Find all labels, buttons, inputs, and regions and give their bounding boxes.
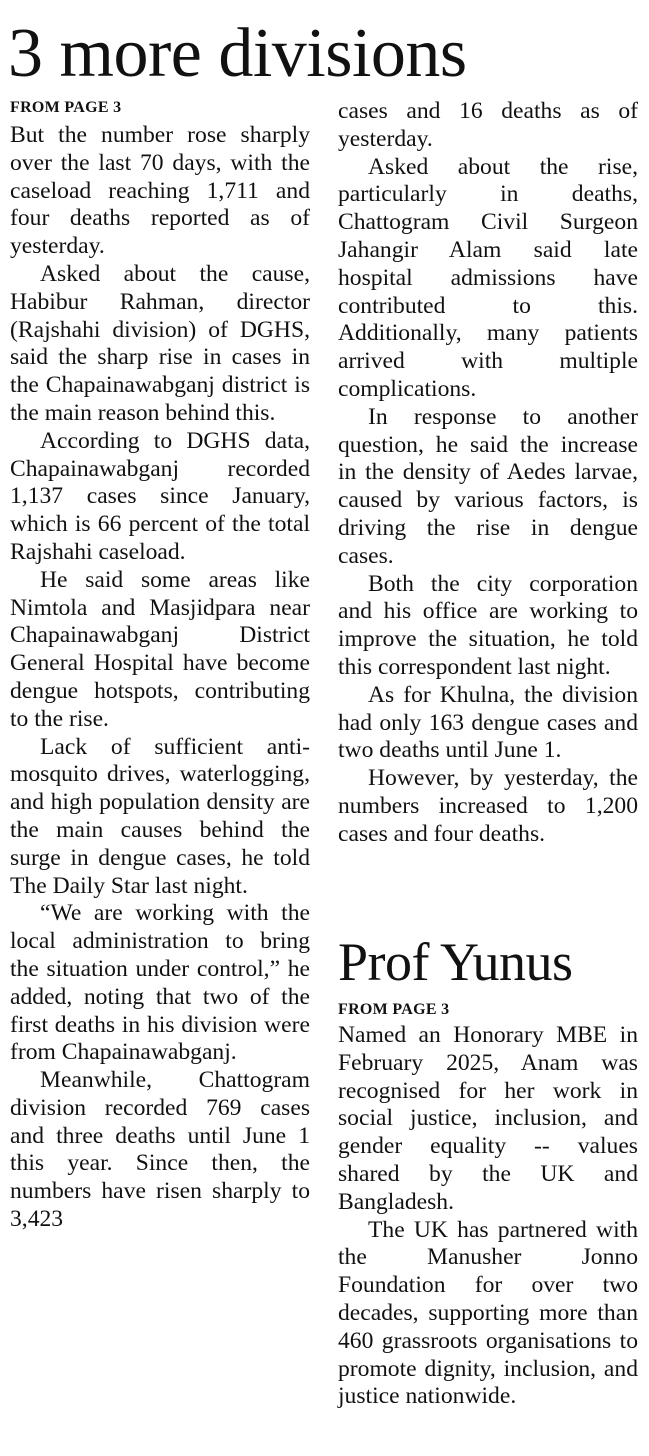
paragraph: But the number rose sharply over the last 70 days, with the caseload reaching 1,711 and four deaths reported as of yesterday. (10, 122, 310, 260)
paragraph: cases and 16 deaths as of yesterday. (338, 98, 638, 152)
paragraph: Meanwhile, Chattogram division recorded 769 cases and three deaths until June 1 this year. Since then, the numbers have risen sharply to 3,423 (10, 1067, 310, 1233)
paragraph: However, by yesterday, the numbers increased to 1,200 cases and four deaths. (338, 765, 638, 847)
paragraph: According to DGHS data, Chapainawabganj recorded 1,137 cases since January, which is 66 percent of the total Rajshahi caseload. (10, 427, 310, 565)
paragraph: The UK has partnered with the Manusher Jonno Foundation for over two decades, supporting more than 460 grassroots organisations to promote dignity, inclusion, and justice nationwide. (338, 1216, 638, 1410)
kicker-from-page-3: FROM PAGE 3 (338, 1001, 450, 1018)
story1-column-right (338, 98, 638, 849)
paragraph: Asked about the rise, particularly in deaths, Chattogram Civil Surgeon Jahangir Alam said late hospital admissions have contributed to this. Additionally, many patients arrived with multiple complications. (338, 153, 638, 402)
paragraph: In response to another question, he said the increase in the density of Aedes larvae, caused by various factors, is driving the rise in dengue cases. (338, 403, 638, 569)
story1-column-left (10, 122, 310, 1234)
headline-prof-yunus: Prof Yunus (338, 932, 573, 992)
paragraph: Both the city corporation and his office are working to improve the situation, he told this correspondent last night. (338, 570, 638, 680)
paragraph: As for Khulna, the division had only 163 dengue cases and two deaths until June 1. (338, 681, 638, 764)
paragraph: Asked about the cause, Habibur Rahman, director (Rajshahi division) of DGHS, said the sharp rise in cases in the Chapainawabganj district is the main reason behind this. (10, 260, 310, 426)
paragraph: He said some areas like Nimtola and Masjidpara near Chapainawabganj District General Hospital have become dengue hotspots, contributing to the rise. (10, 566, 310, 732)
story2-column (338, 1022, 638, 1411)
paragraph: Lack of sufficient anti-mosquito drives, waterlogging, and high population density are the main causes behind the surge in dengue cases, he told The Daily Star last night. (10, 733, 310, 899)
kicker-from-page-3: FROM PAGE 3 (10, 99, 122, 116)
paragraph: “We are working with the local administration to bring the situation under control,” he added, noting that two of the first deaths in his division were from Chapainawabganj. (10, 900, 310, 1066)
paragraph: Named an Honorary MBE in February 2025, Anam was recognised for her work in social justice, inclusion, and gender equality -- values shared by the UK and Bangladesh. (338, 1022, 638, 1215)
headline-3-more-divisions: 3 more divisions (8, 15, 467, 92)
